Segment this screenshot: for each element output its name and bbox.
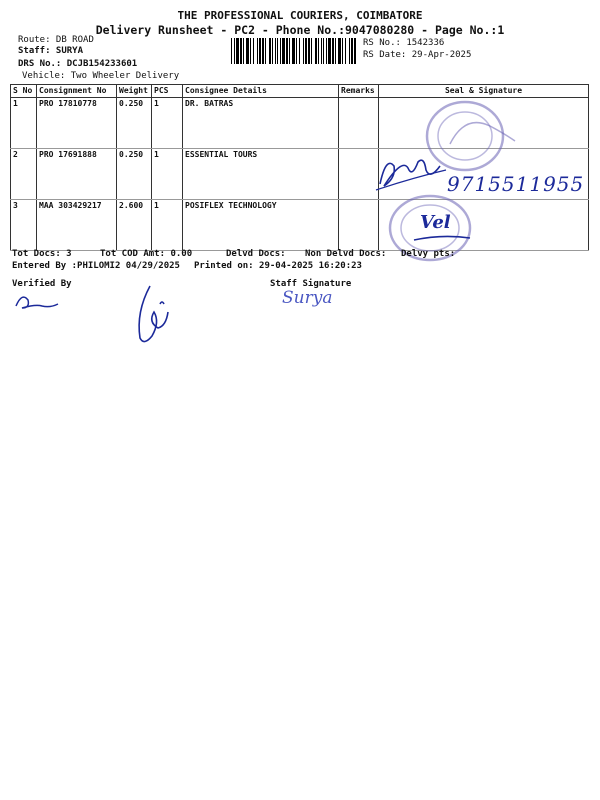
col-header: Consignment No	[37, 85, 117, 98]
table-row	[11, 200, 589, 251]
verifier-signature	[130, 282, 180, 348]
vehicle-label: Vehicle: Two Wheeler Delivery	[22, 71, 180, 81]
col-header: Consignee Details	[183, 85, 339, 98]
cell-consignment: MAA 303429217	[37, 200, 117, 251]
cell-weight: 2.600	[117, 200, 152, 251]
verified-by-label: Verified By	[12, 279, 72, 289]
cell-sno: 3	[11, 200, 37, 251]
delvd-docs: Delvd Docs:	[226, 249, 286, 259]
cell-weight: 0.250	[117, 98, 152, 149]
col-header: Remarks	[339, 85, 379, 98]
entered-by: Entered By :PHILOMI2 04/29/2025	[12, 261, 180, 271]
col-header: PCS	[152, 85, 183, 98]
cell-consignee: ESSENTIAL TOURS	[183, 149, 339, 200]
cod-amount: Tot COD Amt: 0.00	[100, 249, 193, 259]
non-delvd-docs: Non Delvd Docs:	[305, 249, 387, 259]
staff-signature-label: Staff Signature	[270, 279, 352, 289]
col-header: Seal & Signature	[379, 85, 589, 98]
cell-weight: 0.250	[117, 149, 152, 200]
barcode	[231, 38, 357, 64]
cell-consignee: POSIFLEX TECHNOLOGY	[183, 200, 339, 251]
staff-label: Staff: SURYA	[18, 46, 84, 56]
cell-consignee: DR. BATRAS	[183, 98, 339, 149]
signature-underline	[412, 232, 472, 244]
cell-remarks	[339, 200, 379, 251]
cell-pcs: 1	[152, 98, 183, 149]
staff-signature-name: Surya	[282, 288, 333, 308]
tot-docs: Tot Docs: 3	[12, 249, 72, 259]
delvy-pts: Delvy pts:	[401, 249, 456, 259]
handwritten-phone: 9715511955	[447, 172, 585, 196]
route-label: Route: DB ROAD	[18, 35, 94, 45]
cell-sno: 1	[11, 98, 37, 149]
rs-date: RS Date: 29-Apr-2025	[363, 50, 472, 60]
cell-remarks	[339, 98, 379, 149]
col-header: Weight	[117, 85, 152, 98]
cell-consignment: PRO 17691888	[37, 149, 117, 200]
col-header: S No	[11, 85, 37, 98]
runsheet-subtitle: Delivery Runsheet - PC2 - Phone No.:9047080280 - Page No.:1	[95, 23, 505, 37]
printed-on: Printed on: 29-04-2025 16:20:23	[194, 261, 362, 271]
rs-number: RS No.: 1542336	[363, 38, 445, 48]
handwritten-initials: Vel	[420, 212, 451, 233]
cell-pcs: 1	[152, 149, 183, 200]
verifier-signature	[12, 290, 62, 314]
cell-pcs: 1	[152, 200, 183, 251]
cell-sno: 2	[11, 149, 37, 200]
delivery-signature	[372, 148, 452, 196]
company-title: THE PROFESSIONAL COURIERS, COIMBATORE	[177, 9, 423, 22]
drs-number: DRS No.: DCJB154233601	[18, 59, 138, 69]
cell-consignment: PRO 17810778	[37, 98, 117, 149]
